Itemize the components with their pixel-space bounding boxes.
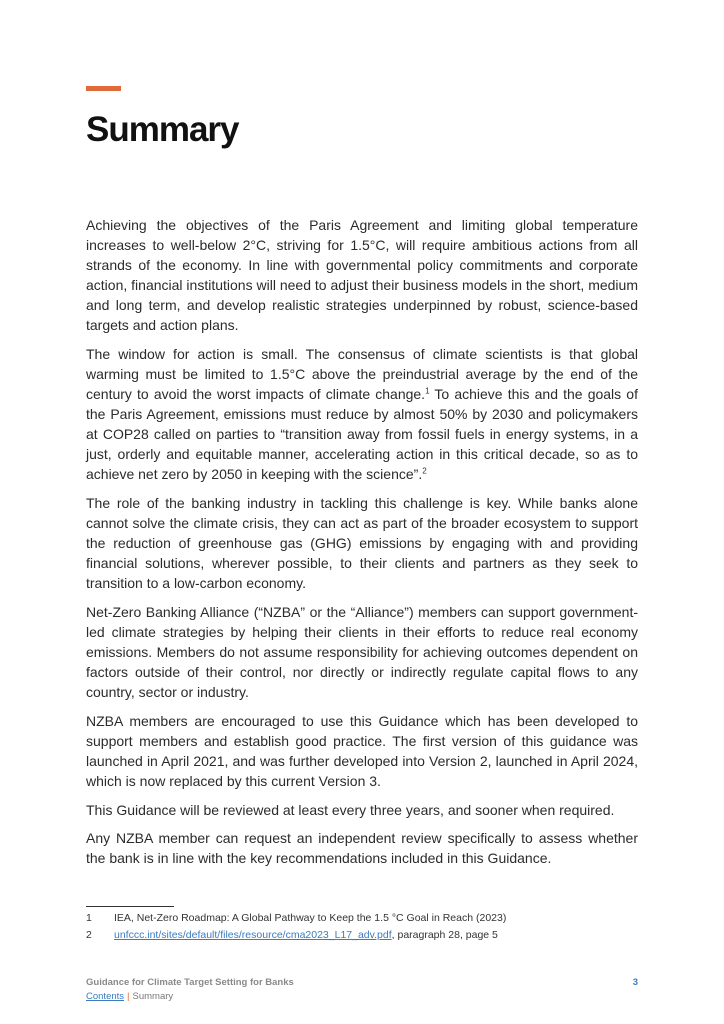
- footer-breadcrumb: [86, 991, 638, 1002]
- page-footer: [86, 977, 638, 1002]
- paragraph-window-text-b: To achieve this and the goals of the Paris Agreement, emissions must reduce by almost 50% by 2030 and policymakers at COP28 called on parties to “transition away from fossil fuels in energy systems, in a just, orderly and equitable manner, accelerating action in this critical decade, so as to achieve net zero by 2050 in keeping with the science”.: [86, 386, 638, 482]
- breadcrumb-separator: |: [127, 991, 130, 1002]
- paragraph-paris-agreement: Achieving the objectives of the Paris Agreement and limiting global temperature increases to well-below 2°C, striving for 1.5°C, will require ambitious actions from all strands of the economy. In line with governmental policy commitments and corporate action, financial institutions will need to adjust their business models in the short, medium and long term, and develop realistic strategies underpinned by robust, science-based targets and action plans.: [86, 217, 638, 333]
- footnotes: [86, 910, 646, 944]
- paragraph-independent-review: Any NZBA member can request an independent review specifically to assess whether the bank is in line with the key recommendations included in this Guidance.: [86, 830, 638, 866]
- summary-body: [86, 215, 638, 877]
- contents-link[interactable]: Contents: [86, 991, 125, 1002]
- footnote-link-unfccc[interactable]: unfccc.int/sites/default/files/resource/cma2023_L17_adv.pdf: [114, 929, 392, 941]
- breadcrumb-current: Summary: [132, 991, 174, 1002]
- paragraph-nzba-members: Net-Zero Banking Alliance (“NZBA” or the “Alliance”) members can support government-led climate strategies by helping their clients in their efforts to reduce real economy emissions. Members do not assume responsibility for achieving outcomes dependent on factors outside of their control, nor directly or indirectly regulate capital flows to any country, sector or industry.: [86, 604, 638, 700]
- footnote-text: IEA, Net-Zero Roadmap: A Global Pathway to Keep the 1.5 °C Goal in Reach (2023): [114, 912, 507, 924]
- footnote-text: , paragraph 28, page 5: [391, 929, 498, 941]
- page-number: 3: [632, 977, 638, 988]
- paragraph-guidance-versions: NZBA members are encouraged to use this Guidance which has been developed to support members and establish good practice. The first version of this guidance was launched in April 2021, and was further developed into Version 2, launched in April 2024, which is now replaced by this current Version 3.: [86, 713, 638, 789]
- page-title: Summary: [86, 110, 239, 149]
- footnote-number: 2: [86, 929, 92, 941]
- footer-document-title: Guidance for Climate Target Setting for Banks: [86, 977, 294, 988]
- paragraph-banking-role: The role of the banking industry in tackling this challenge is key. While banks alone cannot solve the climate crisis, they can act as part of the broader ecosystem to support the reduction of greenhouse gas (GHG) emissions by engaging with and providing financial solutions, wherever possible, to their clients and partners as they seek to transition to a low-carbon economy.: [86, 495, 638, 591]
- footnote-ref-2[interactable]: 2: [422, 466, 427, 476]
- footnote-2: [86, 927, 646, 944]
- footnote-ref-1[interactable]: 1: [425, 386, 430, 396]
- footnote-divider: [86, 906, 174, 907]
- footnote-1: [86, 910, 646, 927]
- paragraph-window-for-action: [86, 344, 638, 484]
- paragraph-window-text-a: The window for action is small. The consensus of climate scientists is that global warming must be limited to 1.5°C above the preindustrial average by the end of the century to avoid the worst impacts of climate change.: [86, 346, 638, 402]
- title-accent-bar: [86, 86, 121, 91]
- footnote-number: 1: [86, 912, 92, 924]
- paragraph-review-cycle: This Guidance will be reviewed at least every three years, and sooner when required.: [86, 802, 615, 818]
